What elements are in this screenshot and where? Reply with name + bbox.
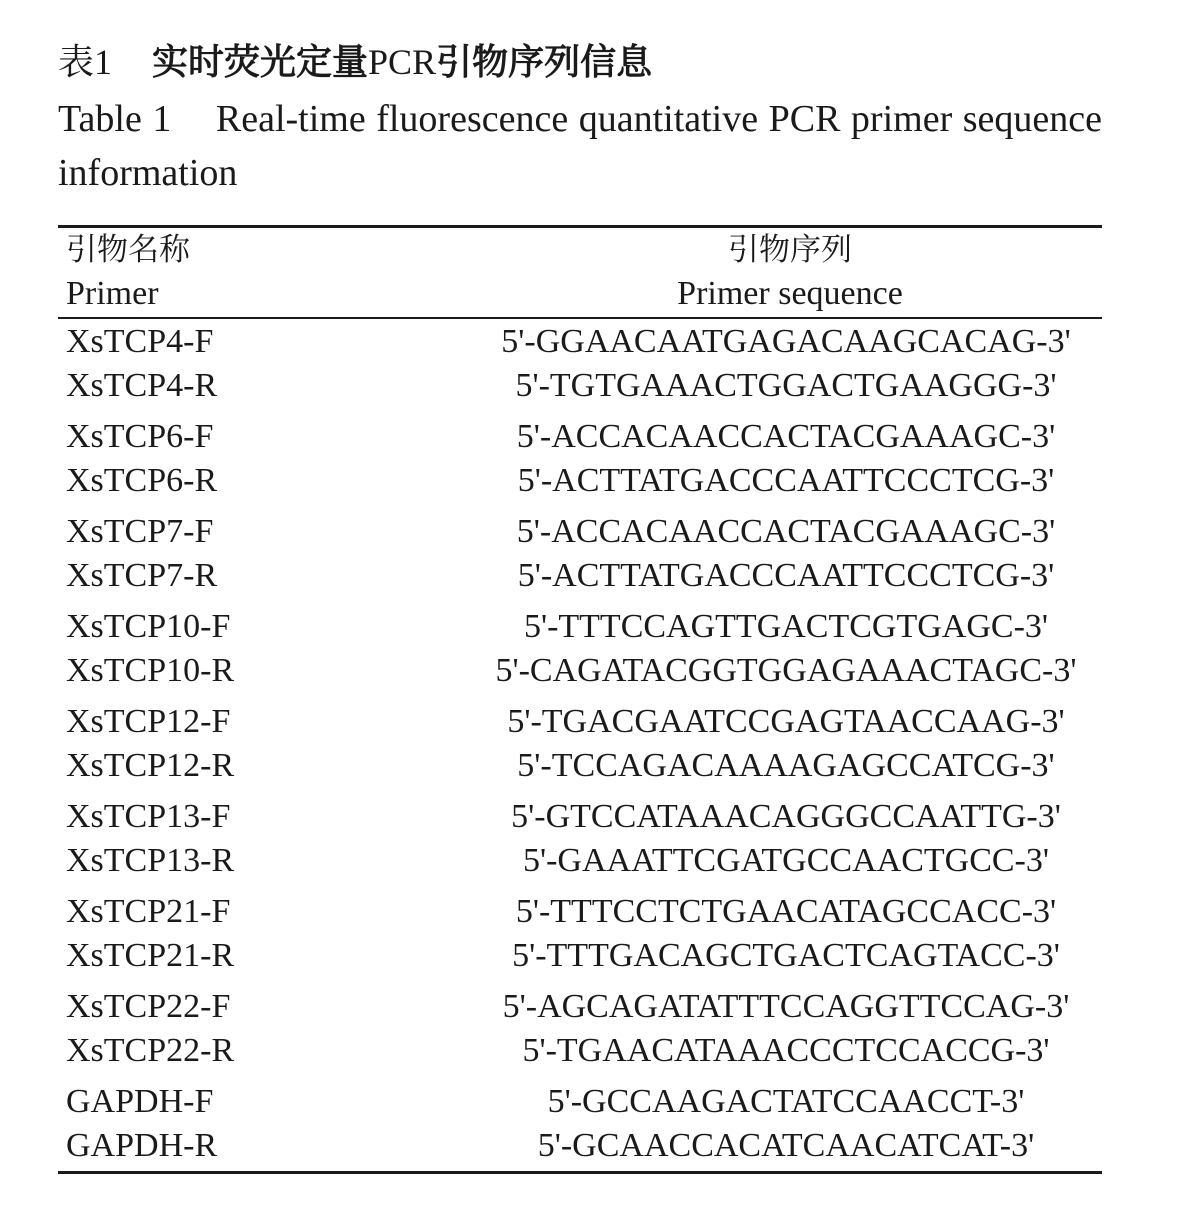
table-row xyxy=(66,700,1106,744)
primer-sequence-cell: 5'-AGCAGATATTTCCAGGTTCCAG-3' xyxy=(502,988,1070,1025)
primer-sequence-cell: 5'-ACCACAACCACTACGAAAGC-3' xyxy=(516,513,1056,550)
primer-name-cell: XsTCP6-F xyxy=(66,418,214,455)
primer-name-cell: XsTCP12-R xyxy=(66,747,235,784)
table-row xyxy=(66,415,1106,459)
primer-pair xyxy=(66,320,1106,415)
primer-name-cell: GAPDH-F xyxy=(66,1083,214,1120)
table-row xyxy=(66,605,1106,649)
table-row xyxy=(66,554,1106,598)
primer-name-cell: XsTCP10-F xyxy=(66,608,231,645)
primer-sequence-cell: 5'-TGAACATAAACCCTCCACCG-3' xyxy=(522,1032,1050,1069)
header-rule xyxy=(58,317,1102,319)
primer-pair xyxy=(66,510,1106,605)
header-primer-sequence-en: Primer sequence xyxy=(677,275,903,312)
header-primer-name-en: Primer xyxy=(66,275,159,312)
primer-pair xyxy=(66,795,1106,890)
primer-name-cell: XsTCP21-R xyxy=(66,937,235,974)
table-row xyxy=(66,320,1106,364)
table-row xyxy=(66,1029,1106,1073)
table-caption-english xyxy=(58,92,1102,200)
primer-sequence-cell: 5'-CAGATACGGTGGAGAAACTAGC-3' xyxy=(495,652,1077,689)
primer-pair xyxy=(66,605,1106,700)
primer-name-cell: XsTCP12-F xyxy=(66,703,231,740)
primer-name-cell: GAPDH-R xyxy=(66,1127,218,1164)
primer-pair xyxy=(66,890,1106,985)
primer-pair xyxy=(66,985,1106,1080)
table-label-english: Table 1 xyxy=(58,98,172,140)
table-row xyxy=(66,1124,1106,1168)
primer-sequence-cell: 5'-TGTGAAACTGGACTGAAGGG-3' xyxy=(515,367,1057,404)
primer-name-cell: XsTCP4-R xyxy=(66,367,218,404)
primer-sequence-cell: 5'-ACCACAACCACTACGAAAGC-3' xyxy=(516,418,1056,455)
primer-sequence-cell: 5'-GCAACCACATCAACATCAT-3' xyxy=(537,1127,1035,1164)
primer-sequence-cell: 5'-ACTTATGACCCAATTCCCTCG-3' xyxy=(517,557,1055,594)
primer-name-cell: XsTCP13-F xyxy=(66,798,231,835)
table-row xyxy=(66,364,1106,408)
primer-sequence-cell: 5'-GTCCATAAACAGGGCCAATTG-3' xyxy=(511,798,1061,835)
primer-sequence-cell: 5'-GAAATTCGATGCCAACTGCC-3' xyxy=(522,842,1050,879)
table-row xyxy=(66,744,1106,788)
table-row xyxy=(66,459,1106,503)
header-primer-name-cn: 引物名称 xyxy=(66,232,190,268)
primer-name-cell: XsTCP22-R xyxy=(66,1032,235,1069)
title-english: Real-time fluorescence quantitative PCR primer sequence information xyxy=(58,98,1102,194)
table-row xyxy=(66,795,1106,839)
table-row xyxy=(66,510,1106,554)
primer-pair xyxy=(66,415,1106,510)
title-chinese-pcr: PCR xyxy=(368,42,437,82)
primer-name-cell: XsTCP6-R xyxy=(66,462,218,499)
primer-sequence-cell: 5'-TTTCCTCTGAACATAGCCACC-3' xyxy=(515,893,1057,930)
title-chinese-suffix: 引物序列信息 xyxy=(436,42,653,83)
primer-sequence-cell: 5'-TTTCCAGTTGACTCGTGAGC-3' xyxy=(523,608,1049,645)
primer-name-cell: XsTCP21-F xyxy=(66,893,231,930)
table-label-chinese: 表1 xyxy=(58,42,113,82)
header-primer-sequence-cn: 引物序列 xyxy=(728,232,852,268)
table-row xyxy=(66,839,1106,883)
title-chinese-prefix: 实时荧光定量 xyxy=(152,42,369,83)
primer-name-cell: XsTCP7-R xyxy=(66,557,218,594)
primer-name-cell: XsTCP10-R xyxy=(66,652,235,689)
table-row xyxy=(66,649,1106,693)
table-caption-chinese xyxy=(58,36,652,89)
primer-sequence-cell: 5'-GGAACAATGAGACAAGCACAG-3' xyxy=(501,323,1071,360)
table-row xyxy=(66,1080,1106,1124)
table-row xyxy=(66,890,1106,934)
primer-name-cell: XsTCP4-F xyxy=(66,323,214,360)
primer-name-cell: XsTCP13-R xyxy=(66,842,235,879)
primer-sequence-cell: 5'-TTTGACAGCTGACTCAGTACC-3' xyxy=(512,937,1060,974)
primer-pair xyxy=(66,700,1106,795)
primer-pair xyxy=(66,1080,1106,1175)
primer-sequence-cell: 5'-TGACGAATCCGAGTAACCAAG-3' xyxy=(507,703,1065,740)
primer-sequence-cell: 5'-ACTTATGACCCAATTCCCTCG-3' xyxy=(517,462,1055,499)
table-row xyxy=(66,985,1106,1029)
table-row xyxy=(66,934,1106,978)
primer-table-body xyxy=(66,320,1106,1175)
primer-sequence-cell: 5'-TCCAGACAAAAGAGCCATCG-3' xyxy=(517,747,1055,784)
primer-sequence-cell: 5'-GCCAAGACTATCCAACCT-3' xyxy=(547,1083,1025,1120)
bottom-rule xyxy=(58,1171,1102,1174)
primer-name-cell: XsTCP7-F xyxy=(66,513,214,550)
primer-name-cell: XsTCP22-F xyxy=(66,988,231,1025)
